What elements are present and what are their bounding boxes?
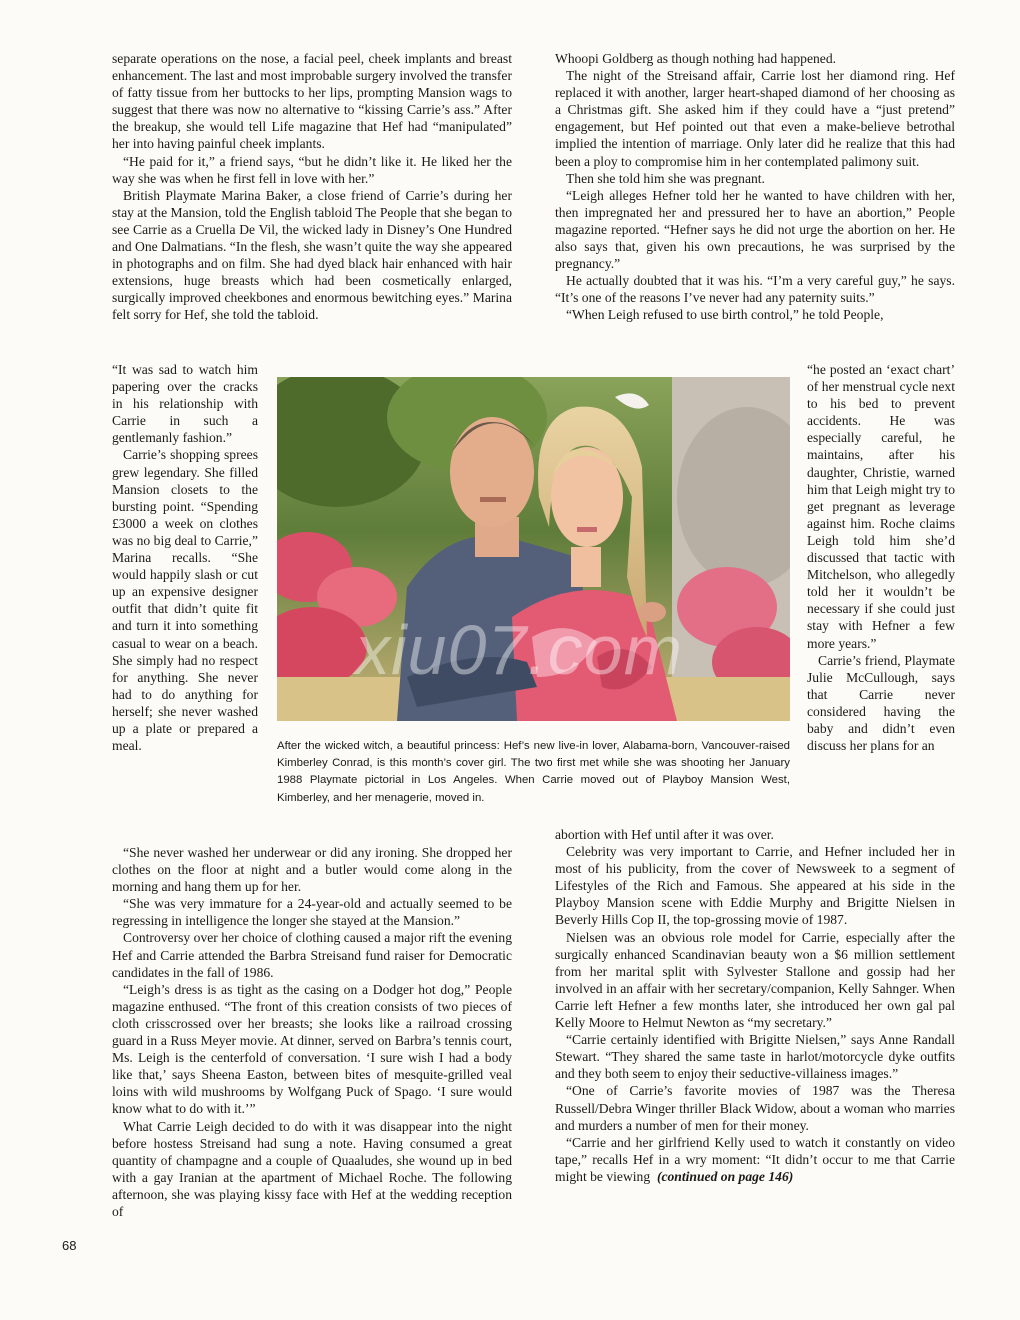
continued-link: (continued on page 146) [656, 1168, 794, 1184]
right-column-top [555, 50, 955, 324]
photo-caption: After the wicked witch, a beautiful princess: Hef’s new live-in lover, Alabama-born, Vancouver-raised Kimberley Conrad, is this month’s cover girl. The two first met while she was shooting her January 1988 Playmate pictorial in Los Angeles. When Carrie moved out of Playboy Mansion West, Kimberley, and her menagerie, moved in. [277, 740, 790, 804]
paragraph: “he posted an ‘exact chart’ of her menstrual cycle next to his bed to prevent accidents. He was especially careful, he maintains, after his daughter, Christie, warned him that Leigh might try to get pregnant as leverage against him. Roche claims Leigh told him she’d discussed that tactic with Mitchelson, who allegedly told her it wouldn’t be necessary if she could just stay with Hefner a few more years.” [807, 362, 955, 651]
page-number: 68 [62, 1238, 77, 1253]
paragraph: “One of Carrie’s favorite movies of 1987 was the Theresa Russell/Debra Winger thriller Black Widow, about a woman who marries and murders a number of men for their money. [555, 1083, 955, 1133]
right-column-narrow [807, 361, 955, 754]
right-column-bottom [555, 826, 955, 1185]
paragraph: “Carrie certainly identified with Brigitte Nielsen,” says Anne Randall Stewart. “They shared the same taste in harlot/motorcycle dyke outfits and they both seem to enjoy their seductive-villainess images.” [555, 1032, 955, 1082]
paragraph: “She was very immature for a 24-year-old and actually seemed to be regressing in intelligence the longer she stayed at the Mansion.” [112, 896, 512, 929]
left-column-narrow [112, 361, 258, 754]
paragraph: British Playmate Marina Baker, a close friend of Carrie’s during her stay at the Mansion, told the English tabloid The People that she began to see Carrie as a Cruella De Vil, the wicked lady in Disney’s One Hundred and One Dalmatians. “In the flesh, she wasn’t quite the way she appeared in photographs and on film. She had dyed black hair enhanced with hair extensions, huge breasts which had been cosmetically enlarged, surgically improved cheekbones and enormous bewitching eyes.” Marina felt sorry for Hef, she told the tabloid. [112, 187, 512, 323]
paragraph: Nielsen was an obvious role model for Carrie, especially after the surgically enhanced Scandinavian beauty won a $6 million settlement from her marital split with Sylvester Stallone and gossip had her involved in an affair with her secretary/companion, Kelly Sahnger. When Carrie left Hefner a few months later, she introduced her own gal pal Kelly Moore to Helmut Newton as “my secretary.” [555, 929, 955, 1031]
paragraph: abortion with Hef until after it was over. [555, 827, 774, 842]
paragraph: “He paid for it,” a friend says, “but he didn’t like it. He liked her the way she was when he first fell in love with her.” [112, 153, 512, 186]
paragraph: Carrie’s friend, Playmate Julie McCullough, says that Carrie never considered having the baby and didn’t even discuss her plans for an [807, 652, 955, 754]
paragraph: “She never washed her underwear or did any ironing. She dropped her clothes on the floor at night and a butler would come along in the morning and hang them up for her. [112, 845, 512, 895]
paragraph: What Carrie Leigh decided to do with it was disappear into the night before hostess Streisand had sung a note. Having consumed a great quantity of champagne and a couple of Quaaludes, she wound up in bed with a gay Iranian at the apartment of Michael Roche. The following afternoon, she was playing kissy face with Hef at the wedding reception of [112, 1118, 512, 1219]
paragraph-last [555, 1134, 955, 1185]
paragraph: Controversy over her choice of clothing caused a major rift the evening Hef and Carrie attended the Barbra Streisand fund raiser for Democratic candidates in the fall of 1986. [112, 930, 512, 980]
paragraph: Carrie’s shopping sprees grew legendary. She filled Mansion closets to the bursting point. “Spending £3000 a week on clothes was no big deal to Carrie,” Marina recalls. “She would happily slash or cut up an expensive designer outfit that didn’t quite fit and turn it into something casual to wear on a beach. She simply had no respect for anything. She never had to do anything for herself; she never washed up a plate or prepared a meal. [112, 447, 258, 754]
paragraph: “Leigh alleges Hefner told her he wanted to have children with her, then impregnated her and pressured her to have an abortion,” People magazine reported. “Hefner says he did not urge the abortion on her. He also says that, given his own precautions, he was surprised by the pregnancy.” [555, 187, 955, 272]
paragraph: The night of the Streisand affair, Carrie lost her diamond ring. Hef replaced it with another, larger heart-shaped diamond of her choosing as a Christmas gift. She asked him if they could have a “just pretend” engagement, but Hef pointed out that even a make-believe betrothal implied the intention of marriage. Only later did he realize that this had been a ploy to compromise him in her contemplated palimony suit. [555, 68, 955, 169]
watermark: xiu07.com [355, 611, 684, 689]
paragraph: Celebrity was very important to Carrie, and Hefner included her in most of his publicity, from the cover of Newsweek to a segment of Lifestyles of the Rich and Famous. She appeared at his side in the Playboy Mansion scene with Eddie Murphy and Brigitte Nielsen in Beverly Hills Cop II, the top-grossing movie of 1987. [555, 844, 955, 928]
left-column-top [112, 50, 512, 324]
paragraph: “When Leigh refused to use birth control,” he told People, [566, 307, 884, 323]
paragraph: “It was sad to watch him papering over the cracks in his relationship with Carrie in such a gentlemanly fashion.” [112, 362, 258, 446]
paragraph: separate operations on the nose, a facial peel, cheek implants and breast enhancement. The last and most improbable surgery involved the transfer of fatty tissue from her buttocks to her lips, prompting Mansion wags to suggest that there was now no alternative to “kissing Carrie’s ass.” After the breakup, she would tell Life magazine that Hef had “manipulated” her into having painful cheek implants. [112, 51, 512, 152]
left-column-bottom [112, 844, 512, 1220]
paragraph: Then she told him she was pregnant. [566, 170, 765, 186]
paragraph: “Leigh’s dress is as tight as the casing on a Dodger hot dog,” People magazine enthused. “The front of this creation consists of two pieces of cloth crisscrossed over her breasts; she looks like a railroad crossing guard in a Russ Meyer movie. At dinner, served on Barbra’s tennis court, Ms. Leigh is the centerfold of conversation. ‘I sure wish I had a body like that,’ says Sheena Easton, between bites of mesquite-grilled veal loins with wild mushrooms by Wolfgang Puck of Spago. ‘I sure would know what to do with it.’” [112, 981, 512, 1117]
paragraph: He actually doubted that it was his. “I’m a very careful guy,” he says. “It’s one of the reasons I’ve never had any paternity suits.” [555, 273, 955, 306]
paragraph: Whoopi Goldberg as though nothing had happened. [555, 51, 837, 66]
paragraph-text: “Carrie and her girlfriend Kelly used to watch it constantly on video tape,” recalls Hef in a wry moment: “It didn’t occur to me that Carrie might be viewing [555, 1134, 955, 1184]
